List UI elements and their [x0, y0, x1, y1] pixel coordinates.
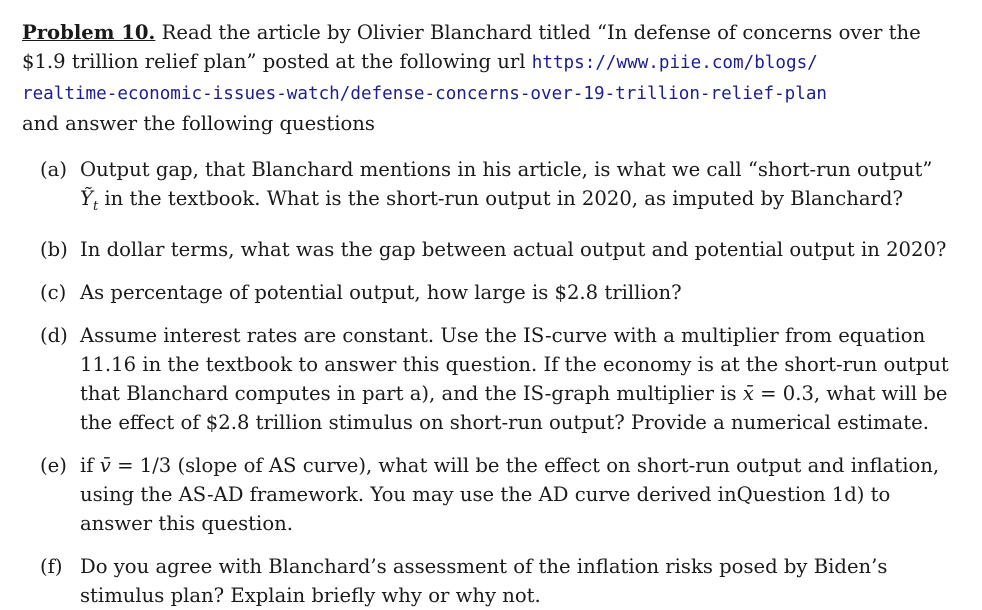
- question-text-part: = 1/3 (slope of AS curve), what will be the effect on short-run output and inflation, using the AS-AD framework. You may use the AD curve derived inQuestion 1d) to answer this question.: [80, 453, 940, 535]
- problem-document: [22, 18, 966, 610]
- intro-text: Read the article by Olivier Blanchard titled “In defense of concerns over the $1.9 trillion relief plan” posted at the following url: [22, 21, 921, 73]
- question-label: (f): [40, 554, 63, 578]
- question-label: (d): [40, 323, 68, 347]
- question-a: [22, 155, 966, 221]
- math-x-bar: x̄: [742, 381, 754, 405]
- question-label: (b): [40, 237, 68, 261]
- question-b: [22, 235, 966, 264]
- problem-intro: [22, 18, 966, 138]
- math-y-tilde: Ỹ: [80, 187, 93, 210]
- problem-title: Problem 10.: [22, 21, 156, 44]
- question-text-part: Output gap, that Blanchard mentions in his article, is what we call “short-run output”: [80, 158, 933, 181]
- question-label: (c): [40, 280, 67, 304]
- question-text-part: Assume interest rates are constant. Use the IS-curve with a multiplier from equation 11.16 in the textbook to answer this question. If the economy is at the short-run output that Blanchard computes in part a), and the IS-graph multiplier is: [80, 323, 949, 405]
- question-text-part: = 0.3, what will be the effect of $2.8 trillion stimulus on short-run output? Provide a numerical estimate.: [80, 381, 948, 434]
- question-text: Do you agree with Blanchard’s assessment of the inflation risks posed by Biden’s stimulus plan? Explain briefly why or why not.: [80, 554, 888, 607]
- question-text: In dollar terms, what was the gap between actual output and potential output in 2020?: [80, 237, 947, 261]
- question-text: [80, 451, 966, 538]
- intro-closing-text: and answer the following questions: [22, 112, 375, 135]
- question-e: [22, 451, 966, 538]
- question-label: (e): [40, 453, 67, 477]
- question-text: [80, 321, 966, 437]
- question-text-part: in the textbook. What is the short-run output in 2020, as imputed by Blanchard?: [104, 187, 903, 210]
- question-text-part: if: [80, 453, 94, 477]
- article-url-line2: realtime-economic-issues-watch/defense-concerns-over-19-trillion-relief-plan: [22, 84, 828, 104]
- article-url-line1: https://www.piie.com/blogs/: [531, 53, 818, 73]
- math-subscript-t: t: [92, 198, 99, 214]
- math-v-bar: v̄: [99, 453, 111, 477]
- question-text: As percentage of potential output, how large is $2.8 trillion?: [80, 280, 682, 304]
- question-f: [22, 552, 966, 610]
- question-list: [22, 155, 966, 610]
- question-c: [22, 278, 966, 307]
- question-label: (a): [40, 158, 67, 181]
- question-d: [22, 321, 966, 437]
- question-text: [80, 155, 966, 221]
